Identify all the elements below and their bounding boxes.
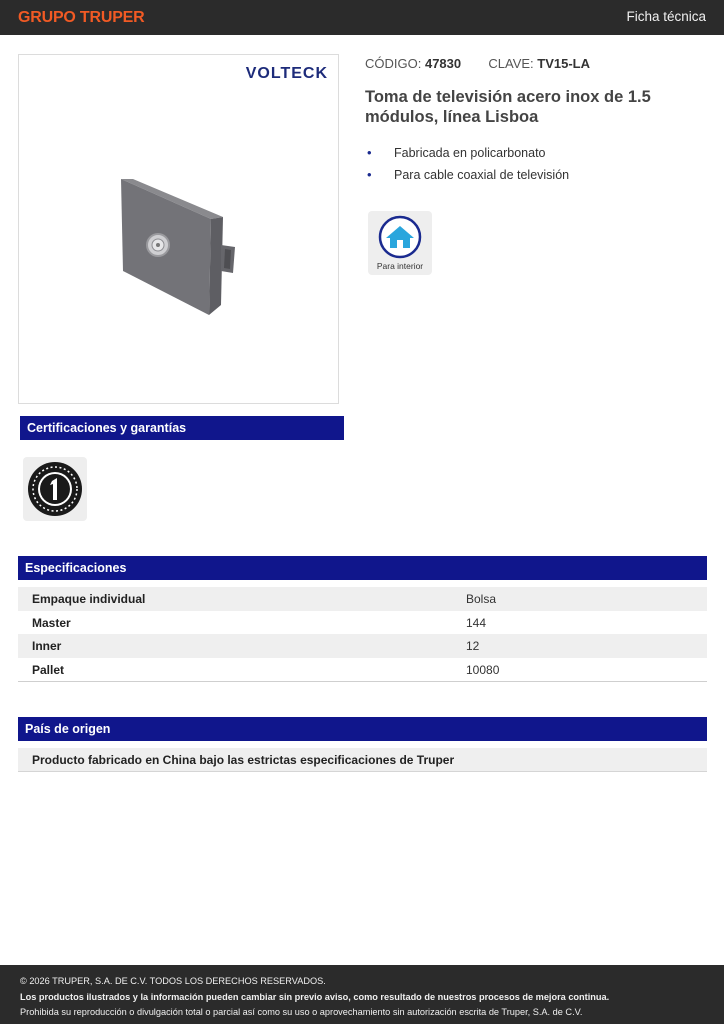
feature-item: • Para cable coaxial de televisión xyxy=(367,167,570,182)
spec-value: 12 xyxy=(466,639,480,653)
spec-value: 144 xyxy=(466,615,487,630)
ficha-tecnica-label: Ficha técnica xyxy=(626,9,706,24)
bullet-icon: • xyxy=(367,167,372,182)
table-row xyxy=(18,587,707,611)
clave-label: CLAVE: xyxy=(488,56,534,71)
brand-logo: VOLTECK xyxy=(245,65,328,82)
warranty-1-year-icon xyxy=(27,461,83,517)
specs-header: Especificaciones xyxy=(18,556,707,580)
spec-label: Inner xyxy=(32,639,62,653)
spec-label: Pallet xyxy=(32,662,65,677)
codigo-label: CÓDIGO: xyxy=(365,56,422,71)
footer-prohibition: Prohibida su reproducción o divulgación total o parcial así como su uso o aprovechamiento sin autorización escrita de Truper, S.A. de C.V. xyxy=(20,1007,583,1017)
product-title: Toma de televisión acero inox de 1.5 módulos, línea Lisboa xyxy=(365,88,651,126)
spec-label: Empaque individual xyxy=(32,592,146,606)
spec-value: 10080 xyxy=(466,662,500,677)
spec-label: Master xyxy=(32,615,71,630)
certifications-header: Certificaciones y garantías xyxy=(20,416,344,440)
bullet-icon: • xyxy=(367,145,372,160)
table-row xyxy=(18,611,707,635)
product-codes xyxy=(365,56,590,71)
indoor-badge xyxy=(368,211,432,275)
table-row xyxy=(18,658,707,682)
origin-text: Producto fabricado en China bajo las estrictas especificaciones de Truper xyxy=(32,753,455,767)
specs-table xyxy=(18,587,707,681)
truper-logo: GRUPO TRUPER xyxy=(18,9,145,26)
clave-value: TV15-LA xyxy=(537,56,591,71)
table-row xyxy=(18,634,707,658)
specs-divider xyxy=(18,681,707,682)
product-image-box xyxy=(18,54,339,404)
origin-header: País de origen xyxy=(18,717,707,741)
feature-item: • Fabricada en policarbonato xyxy=(367,145,546,160)
footer xyxy=(0,965,724,1024)
top-header xyxy=(0,0,724,35)
footer-copyright: © 2026 TRUPER, S.A. DE C.V. TODOS LOS DERECHOS RESERVADOS. xyxy=(20,976,326,986)
spec-value: Bolsa xyxy=(466,592,497,606)
footer-notice: Los productos ilustrados y la información pueden cambiar sin previo aviso, como resultado de nuestros procesos de mejora continua. xyxy=(20,991,610,1002)
feature-list xyxy=(365,146,569,190)
codigo-value: 47830 xyxy=(424,56,462,71)
house-icon xyxy=(378,215,422,259)
product-image xyxy=(117,175,262,320)
indoor-badge-label: Para interior xyxy=(376,261,424,271)
origin-row xyxy=(18,748,707,772)
warranty-badge xyxy=(23,457,87,521)
